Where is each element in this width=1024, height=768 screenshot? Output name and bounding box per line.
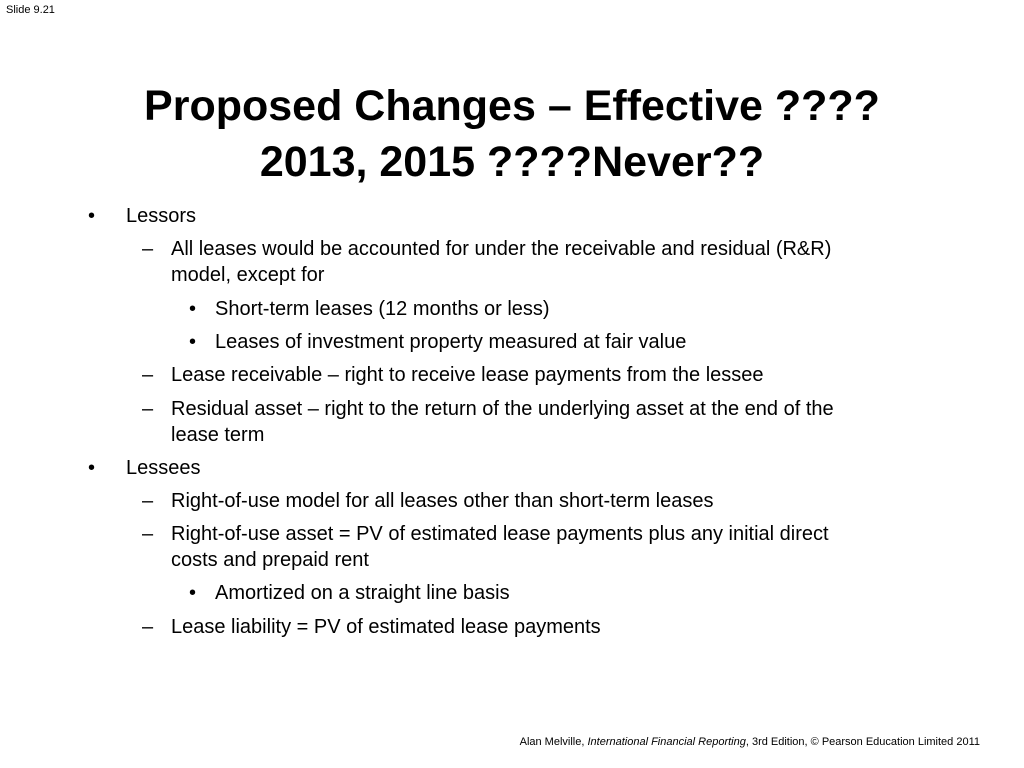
bullet-marker: • [88, 205, 96, 227]
lessees-sub1: Right-of-use model for all leases other than short-term leases [171, 490, 714, 512]
lessors-exception-1: Short-term leases (12 months or less) [215, 298, 550, 320]
lessors-sub1-line2: model, except for [171, 264, 325, 286]
bullet-marker: • [189, 582, 197, 604]
dash-marker: – [142, 616, 154, 638]
bullet-lessees: Lessees [126, 457, 201, 479]
footer-citation [520, 736, 980, 748]
dash-marker: – [142, 398, 154, 420]
lessors-sub3-line2: lease term [171, 424, 265, 446]
slide-title-line-1: Proposed Changes – Effective ???? [144, 82, 880, 130]
slide-number: Slide 9.21 [6, 4, 55, 16]
lessees-amortization: Amortized on a straight line basis [215, 582, 510, 604]
bullet-lessors: Lessors [126, 205, 197, 227]
lessees-sub2-line1: Right-of-use asset = PV of estimated lease payments plus any initial direct [171, 523, 829, 545]
dash-marker: – [142, 364, 154, 386]
lessors-sub3-line1: Residual asset – right to the return of the underlying asset at the end of the [171, 398, 834, 420]
lessors-sub1-line1: All leases would be accounted for under the receivable and residual (R&R) [171, 238, 832, 260]
dash-marker: – [142, 238, 154, 260]
footer-author: Alan Melville, [519, 736, 588, 748]
footer-book-title: International Financial Reporting [587, 736, 746, 748]
slide-title-line-2: 2013, 2015 ????Never?? [259, 138, 765, 186]
dash-marker: – [142, 490, 154, 512]
bullet-marker: • [189, 331, 197, 353]
lessors-exception-2: Leases of investment property measured at fair value [215, 331, 687, 353]
bullet-marker: • [88, 457, 96, 479]
bullet-marker: • [189, 298, 197, 320]
lessors-sub2: Lease receivable – right to receive lease payments from the lessee [171, 364, 764, 386]
lessees-sub2-line2: costs and prepaid rent [171, 549, 369, 571]
footer-edition: , 3rd Edition, © Pearson Education Limited 2011 [745, 736, 980, 748]
dash-marker: – [142, 523, 154, 545]
lessees-sub3: Lease liability = PV of estimated lease payments [171, 616, 601, 638]
